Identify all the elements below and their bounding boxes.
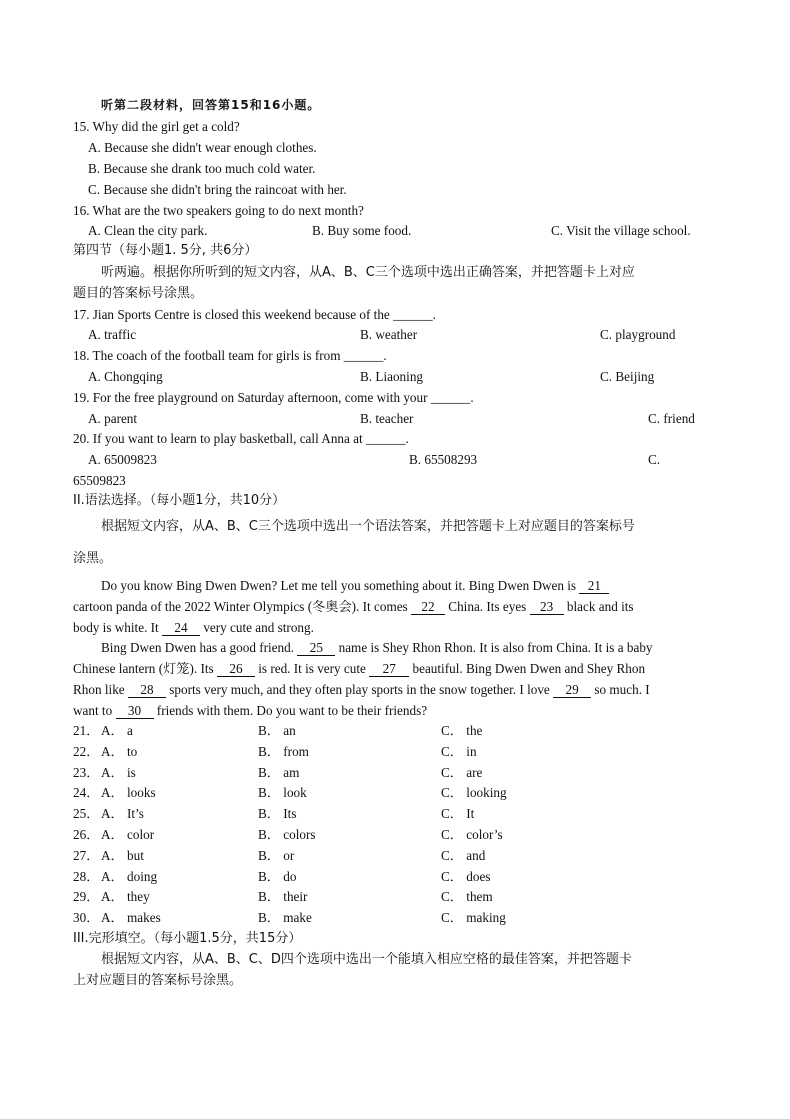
question-20-option-c: C. [648,452,661,467]
grammar-option-a: A． to [101,743,138,759]
grammar-option-a: A． doing [101,868,158,884]
grammar-option-b: B． Its [258,806,297,822]
grammar-option-a: A． a [101,723,133,738]
grammar-option-c: C． color’s [441,827,503,842]
grammar-option-a: A． but [101,847,144,863]
grammar-option-a: A． It’s [101,806,144,822]
blank-23: 23 [530,600,564,615]
grammar-option-c: C． making [441,910,506,926]
question-17-option-b: B. weather [360,327,418,342]
blank-21: 21 [579,579,609,594]
question-17-option-a: A. traffic [88,327,137,342]
grammar-option-a: A． they [101,889,150,905]
grammar-option-b: B． look [258,785,307,801]
grammar-option-b: B． am [258,764,300,780]
question-19-stem: 19. For the free playground on Saturday afternoon, come with your ______. [73,390,474,405]
question-15-option-c: C. Because she didn't bring the raincoat with her. [88,182,347,197]
question-20-option-a: A. 65009823 [88,452,157,467]
question-17-option-c: C. playground [600,327,676,342]
grammar-option-c: C． them [441,889,493,905]
grammar-option-b: B． an [258,723,296,738]
question-19-option-a: A. parent [88,411,138,426]
question-19-option-b: B. teacher [360,411,414,426]
question-20-option-c-wrap: 65509823 [73,473,126,488]
cloze-instruction-line2: 上对应题目的答案标号涂黑。 [73,973,243,988]
passage-line: Rhon like 28 sports very much, and they often play sports in the snow together. I love 29 so much. I [73,682,650,697]
question-20-option-b: B. 65508293 [409,452,478,467]
question-15-option-b: B. Because she drank too much cold water. [88,161,316,176]
grammar-option-b: B． from [258,743,309,759]
grammar-option-c: C． and [441,847,486,863]
blank-26: 26 [217,662,255,677]
question-18-stem: 18. The coach of the football team for girls is from ______. [73,348,387,363]
question-18-option-a: A. Chongqing [88,369,163,384]
grammar-instruction-line2: 涂黑。 [73,551,113,566]
cloze-title: III.完形填空。（每小题1.5分，共15分） [73,931,302,946]
grammar-option-b: B． their [258,889,308,905]
grammar-title: II.语法选择。（每小题1分，共10分） [73,493,286,508]
blank-28: 28 [128,683,166,698]
blank-22: 22 [411,600,445,615]
grammar-option-b: B． or [258,847,295,863]
grammar-option-c: C． the [441,723,483,738]
grammar-option-a: A． looks [101,785,156,801]
blank-24: 24 [162,621,200,636]
grammar-option-a: A． is [101,764,136,780]
question-18-option-b: B. Liaoning [360,369,424,384]
blank-25: 25 [297,641,335,656]
blank-29: 29 [553,683,591,698]
question-16-stem: 16. What are the two speakers going to do next month? [73,203,364,218]
part4-instruction-line1: 听两遍。根据你所听到的短文内容，从A、B、C三个选项中选出正确答案，并把答题卡上对应 [101,265,635,280]
grammar-option-a: A． color [101,827,155,842]
blank-27: 27 [369,662,409,677]
question-18-option-c: C. Beijing [600,369,655,384]
cloze-instruction-line1: 根据短文内容，从A、B、C、D四个选项中选出一个能填入相应空格的最佳答案，并把答题卡 [101,952,632,967]
grammar-question-number: 29． [73,889,100,905]
grammar-option-c: C． does [441,868,491,884]
grammar-option-c: C． looking [441,785,507,801]
grammar-option-b: B． make [258,910,312,926]
passage-line: cartoon panda of the 2022 Winter Olympics (冬奥会). It comes 22 China. Its eyes 23 black and its [73,599,634,614]
grammar-question-number: 26． [73,827,100,842]
grammar-option-b: B． do [258,868,297,884]
question-20-stem: 20. If you want to learn to play basketball, call Anna at ______. [73,431,409,446]
passage-line: Bing Dwen Dwen has a good friend. 25 name is Shey Rhon Rhon. It is also from China. It is a baby [101,640,653,655]
grammar-instruction-line1: 根据短文内容，从A、B、C三个选项中选出一个语法答案，并把答题卡上对应题目的答案标号 [101,519,635,534]
blank-30: 30 [116,704,154,719]
grammar-option-c: C． in [441,743,477,759]
grammar-option-a: A． makes [101,910,161,926]
grammar-question-number: 25． [73,806,100,822]
part4-instruction-line2: 题目的答案标号涂黑。 [73,286,204,301]
grammar-option-b: B． colors [258,827,316,842]
question-16-option-a: A. Clean the city park. [88,223,208,238]
question-15-option-a: A. Because she didn't wear enough clothes. [88,140,317,155]
grammar-question-number: 22． [73,743,100,759]
question-15-stem: 15. Why did the girl get a cold? [73,119,240,134]
passage-line: Chinese lantern (灯笼). Its 26 is red. It is very cute 27 beautiful. Bing Dwen Dwen and Shey Rhon [73,661,646,676]
question-17-stem: 17. Jian Sports Centre is closed this weekend because of the ______. [73,307,436,322]
grammar-question-number: 30． [73,910,100,926]
grammar-question-number: 24． [73,785,100,801]
part4-title: 第四节（每小题1. 5分, 共6分） [73,243,258,258]
question-16-option-c: C. Visit the village school. [551,223,691,238]
grammar-option-c: C． are [441,764,483,780]
grammar-question-number: 21． [73,723,100,738]
passage-line: want to 30 friends with them. Do you want to be their friends? [73,703,428,718]
question-16-option-b: B. Buy some food. [312,223,412,238]
grammar-question-number: 23． [73,764,100,780]
grammar-question-number: 27． [73,847,100,863]
passage-line: Do you know Bing Dwen Dwen? Let me tell you something about it. Bing Dwen Dwen is 21 [101,577,609,595]
question-19-option-c: C. friend [648,411,695,426]
grammar-question-number: 28． [73,868,100,884]
passage-line: body is white. It 24 very cute and strong. [73,620,314,635]
section-intro: 听第二段材料，回答第15和16小题。 [101,98,321,112]
grammar-option-c: C． It [441,806,475,822]
